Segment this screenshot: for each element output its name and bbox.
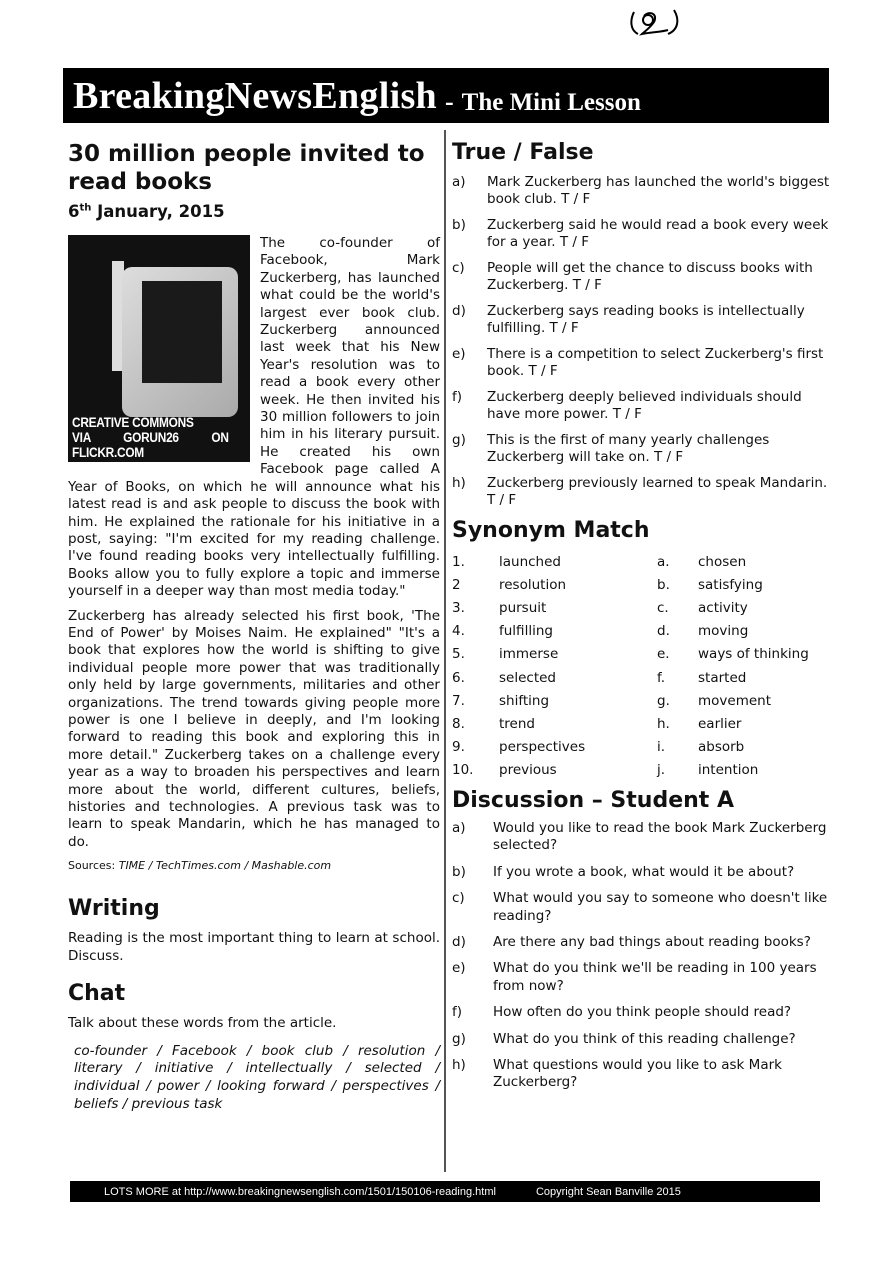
synonym-row — [452, 573, 832, 596]
word-number: 8. — [452, 715, 465, 732]
handwritten-page-number-mark — [628, 6, 684, 38]
match-letter: h. — [657, 715, 670, 732]
synonym-match-table — [452, 550, 832, 782]
discussion-question — [452, 820, 832, 855]
ereader-screen — [142, 281, 222, 383]
match-letter: f. — [657, 669, 666, 686]
true-false-item — [452, 475, 832, 508]
synonym-row — [452, 620, 832, 643]
question-text: If you wrote a book, what would it be about? — [493, 863, 795, 880]
synonym-row — [452, 736, 832, 759]
match-word: ways of thinking — [698, 646, 809, 663]
item-letter: g) — [452, 432, 466, 448]
discussion-question — [452, 1031, 832, 1048]
date-rest: January, 2015 — [91, 202, 225, 221]
true-false-list — [452, 174, 832, 508]
discussion-question — [452, 890, 832, 925]
synonym-match-heading: Synonym Match — [452, 518, 650, 543]
word: selected — [499, 669, 556, 686]
item-letter: c) — [452, 260, 465, 276]
chat-heading: Chat — [68, 981, 126, 1007]
synonym-row — [452, 550, 832, 573]
column-divider — [444, 130, 446, 1172]
word-number: 5. — [452, 646, 465, 663]
item-statement: Zuckerberg said he would read a book every week for a year. T / F — [487, 217, 829, 250]
chat-instruction: Talk about these words from the article. — [68, 1015, 337, 1032]
word-number: 6. — [452, 669, 465, 686]
word-number: 1. — [452, 553, 465, 570]
footer-copyright: Copyright Sean Banville 2015 — [535, 1185, 681, 1198]
true-false-item — [452, 174, 832, 207]
true-false-item — [452, 346, 832, 379]
match-word: started — [698, 669, 747, 686]
date-suffix: th — [79, 202, 92, 214]
question-text: What questions would you like to ask Mark Zuckerberg? — [493, 1056, 782, 1091]
match-word: moving — [698, 623, 749, 640]
article-paragraph-2: Zuckerberg has already selected his first book, 'The End of Power' by Moises Naim. He explained" "It's a book that explores how the world is shifting to give individual people more power that was traditionally only held by large governments, militaries and other organizations. The trend towards giving people more power is one I believe in deeply, and I'm looking forward to reading this book and exploring this in more detail." Zuckerberg takes on a challenge every year as a way to broaden his perspectives and learn more about the world, different cultures, beliefs, histories and technologies. A previous task was to learn to speak Mandarin, which he has managed to do. — [68, 607, 440, 850]
match-word: earlier — [698, 715, 742, 732]
word: immerse — [499, 646, 559, 663]
photo-credit-line1: CREATIVE COMMONS — [72, 415, 194, 430]
item-letter: a) — [452, 174, 466, 190]
article-paragraph-1: The co-founder of Facebook, Mark Zuckerberg, has launched what could be the world's largest ever book club. Zuckerberg announced last week that his New Year's resolution was to read a book every other week. He then invited his 30 million followers to join him in his literary pursuit. He created his own Facebook page called A Year of Books, on which he will announce what his latest read is and ask people to discuss the book with him. He explained the rationale for his initiative in a post, saying: "I'm excited for my reading challenge. I've found reading books very intellectually fulfilling. Books allow you to fully explore a topic and immerse yourself in a deeper way than most media today." — [68, 235, 440, 600]
word-number: 2 — [452, 576, 461, 593]
match-word: satisfying — [698, 576, 763, 593]
item-letter: b) — [452, 217, 466, 233]
item-statement: Zuckerberg deeply believed individuals should have more power. T / F — [487, 389, 802, 422]
writing-prompt: Reading is the most important thing to learn at school. Discuss. — [68, 930, 440, 964]
synonym-row — [452, 643, 832, 666]
item-statement: Zuckerberg says reading books is intellectually fulfilling. T / F — [487, 303, 805, 336]
discussion-question — [452, 864, 832, 881]
word: launched — [499, 553, 561, 570]
lesson-subtitle: The Mini Lesson — [461, 89, 641, 116]
sources-list: TIME / TechTimes.com / Mashable.com — [118, 859, 332, 873]
item-letter: d) — [452, 303, 466, 319]
word: trend — [499, 715, 535, 732]
word: previous — [499, 762, 557, 779]
article-body — [68, 235, 440, 851]
title-separator: - — [444, 87, 454, 116]
item-statement: Mark Zuckerberg has launched the world's biggest book club. T / F — [487, 174, 830, 207]
synonym-row — [452, 712, 832, 735]
item-statement: There is a competition to select Zuckerberg's first book. T / F — [487, 346, 824, 379]
word: pursuit — [499, 599, 547, 616]
true-false-item — [452, 389, 832, 422]
synonym-row — [452, 596, 832, 619]
word-number: 3. — [452, 599, 465, 616]
true-false-heading: True / False — [452, 140, 594, 165]
discussion-question — [452, 960, 832, 995]
match-word: intention — [698, 762, 759, 779]
photo-credit-line2: VIA GORUN26 ON FLICKR.COM — [72, 430, 229, 460]
match-letter: a. — [657, 553, 670, 570]
question-text: Are there any bad things about reading books? — [493, 933, 811, 950]
synonym-row — [452, 759, 832, 782]
item-statement: This is the first of many yearly challenges Zuckerberg will take on. T / F — [487, 432, 770, 465]
word: fulfilling — [499, 623, 553, 640]
question-text: What do you think we'll be reading in 100 years from now? — [493, 960, 817, 994]
true-false-item — [452, 432, 832, 465]
left-column — [68, 140, 440, 1113]
sources-label: Sources: — [68, 859, 116, 873]
word-number: 9. — [452, 739, 465, 756]
question-text: Would you like to read the book Mark Zuckerberg selected? — [493, 819, 827, 854]
true-false-item — [452, 217, 832, 250]
word-number: 4. — [452, 623, 465, 640]
question-letter: b) — [452, 863, 466, 880]
masthead-bar — [63, 68, 829, 123]
question-text: What would you say to someone who doesn't like reading? — [493, 890, 828, 924]
article-date — [68, 202, 440, 221]
match-word: activity — [698, 599, 748, 616]
word-number: 7. — [452, 692, 465, 709]
item-statement: Zuckerberg previously learned to speak Mandarin. T / F — [487, 475, 828, 508]
question-text: How often do you think people should read? — [493, 1004, 792, 1021]
question-letter: f) — [452, 1004, 463, 1021]
item-letter: h) — [452, 475, 466, 491]
synonym-row — [452, 689, 832, 712]
photo-credit — [72, 415, 229, 460]
item-letter: f) — [452, 389, 463, 405]
date-day: 6 — [68, 202, 80, 221]
match-letter: g. — [657, 692, 670, 709]
discussion-question — [452, 1004, 832, 1021]
writing-heading: Writing — [68, 896, 160, 922]
chat-word-list: co-founder / Facebook / book club / resolution / literary / initiative / intellectually / selected / individual / power / looking forward / perspectives / beliefs / previous task — [74, 1042, 440, 1112]
item-letter: e) — [452, 346, 466, 362]
match-letter: i. — [657, 739, 666, 756]
match-word: chosen — [698, 553, 747, 570]
question-letter: g) — [452, 1030, 466, 1047]
question-letter: c) — [452, 890, 465, 907]
footer-bar — [70, 1181, 820, 1202]
footer-website-link[interactable]: LOTS MORE at http://www.breakingnewsenglish.com/1501/150106-reading.html — [104, 1185, 496, 1198]
ereader-graphic — [122, 267, 238, 417]
match-word: absorb — [698, 739, 745, 756]
question-letter: h) — [452, 1056, 466, 1073]
discussion-question — [452, 934, 832, 951]
synonym-row — [452, 666, 832, 689]
match-letter: j. — [657, 762, 666, 779]
word-number: 10. — [452, 762, 474, 779]
match-letter: c. — [657, 599, 669, 616]
discussion-list — [452, 820, 832, 1092]
match-letter: d. — [657, 623, 670, 640]
brand-title: BreakingNewsEnglish — [73, 75, 437, 117]
question-letter: e) — [452, 960, 466, 977]
question-letter: a) — [452, 819, 466, 836]
true-false-item — [452, 303, 832, 336]
sources-line — [68, 859, 440, 872]
article-title: 30 million people invited to read books — [68, 141, 425, 195]
match-letter: e. — [657, 646, 670, 663]
match-letter: b. — [657, 576, 670, 593]
word: perspectives — [499, 739, 586, 756]
item-statement: People will get the chance to discuss books with Zuckerberg. T / F — [487, 260, 813, 293]
article-photo-ereader — [68, 235, 250, 462]
discussion-heading: Discussion – Student A — [452, 787, 734, 813]
right-column — [452, 140, 832, 1101]
match-word: movement — [698, 692, 772, 709]
discussion-question — [452, 1057, 832, 1092]
word: resolution — [499, 576, 567, 593]
word: shifting — [499, 692, 550, 709]
question-text: What do you think of this reading challenge? — [493, 1030, 796, 1047]
question-letter: d) — [452, 933, 466, 950]
true-false-item — [452, 260, 832, 293]
